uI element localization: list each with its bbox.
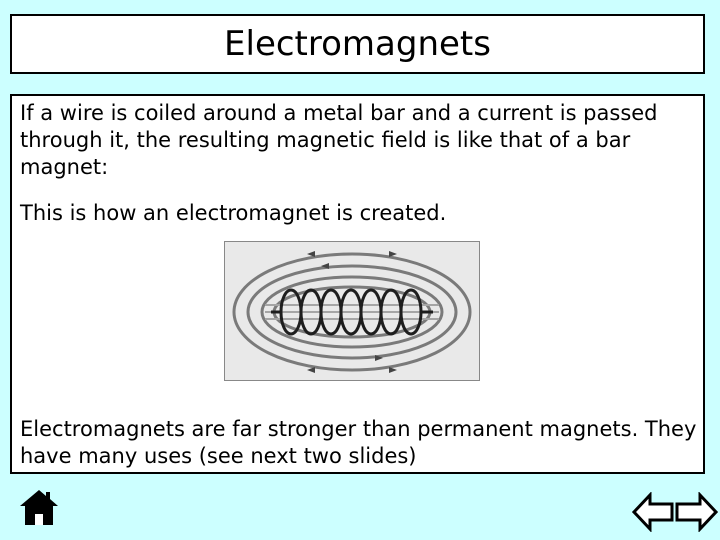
- strength-paragraph: Electromagnets are far stronger than permanent magnets. They have many uses (see next two slides): [20, 417, 697, 468]
- slide-title: Electromagnets: [224, 24, 491, 64]
- creation-paragraph: This is how an electromagnet is created.: [20, 201, 447, 225]
- intro-paragraph: If a wire is coiled around a metal bar and a current is passed through it, the resulting magnetic field is like that of a bar magnet:: [20, 101, 658, 179]
- title-box: [10, 14, 705, 74]
- home-button[interactable]: [18, 488, 60, 526]
- home-icon: [18, 488, 60, 526]
- previous-slide-button[interactable]: [632, 492, 674, 532]
- content-box: [10, 94, 705, 474]
- next-slide-button[interactable]: [674, 492, 718, 532]
- arrow-right-icon: [674, 492, 718, 532]
- arrow-left-icon: [632, 492, 674, 532]
- field-lines-diagram: [225, 242, 479, 380]
- electromagnet-field-figure: [224, 241, 480, 381]
